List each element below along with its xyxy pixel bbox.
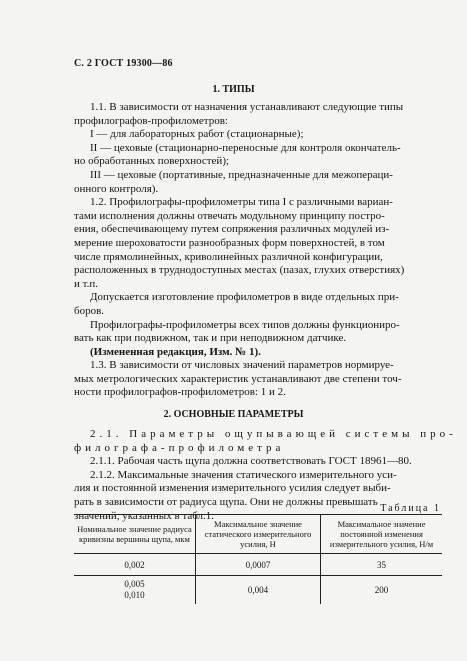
table-caption: Таблица 1 — [380, 503, 441, 514]
text-line: ности профилографов-профилометров: 1 и 2. — [74, 386, 286, 399]
text-line: вать как при подвижном, так и при неподвижном датчике. — [74, 332, 347, 345]
subsection-title: филографа-профилометра — [74, 441, 285, 454]
text-line: мых метрологических характеристик устанавливают две степени точ- — [74, 372, 402, 385]
text-line: лия и постоянной изменения измерительного усилия следует выби- — [74, 482, 391, 495]
text-line: Допускается изготовление профилометров в виде отдельных при- — [90, 291, 399, 304]
text-line: III — цеховые (портативные, предназначенные для межопераци- — [90, 168, 393, 181]
table-cell: 200 — [321, 576, 442, 605]
text-line: 2.1.1. Рабочая часть щупа должна соответствовать ГОСТ 18961—80. — [90, 455, 412, 468]
page-header: С. 2 ГОСТ 19300—86 — [74, 58, 173, 69]
text-line: рать в зависимости от радиуса щупа. Они не должны превышать — [74, 495, 378, 508]
table-cell: 35 — [321, 554, 442, 576]
amendment-note: (Измененная редакция, Изм. № 1). — [90, 345, 261, 358]
text-line: и т.п. — [74, 277, 99, 290]
text-line: II — цеховые (стационарно-переносные для контроля окончатель- — [90, 141, 401, 154]
column-header: Максимальное значение постоянной изменения измерительного усилия, Н/м — [321, 515, 442, 554]
text-line: Профилографы-профилометры всех типов должны функциониро- — [90, 318, 400, 331]
parameters-table — [74, 514, 442, 604]
table-cell: 0,0007 — [195, 554, 320, 576]
text-line: значений, указанных в табл.1. — [74, 509, 215, 522]
text-line: 2.1.2. Максимальные значения статического измерительного уси- — [90, 468, 397, 481]
table-cell: 0,002 — [74, 554, 195, 576]
text-line: но обработанных поверхностей); — [74, 155, 230, 168]
table-header-row — [74, 515, 442, 554]
text-line: 1.1. В зависимости от назначения устанавливают следующие типы — [90, 101, 404, 113]
subsection-title: 2.1. Параметры ощупывающей системы про- — [90, 428, 457, 440]
text-line: расположенных в труднодоступных местах (пазах, глухих отверстиях) — [74, 264, 405, 277]
text-line: профилографов-профилометров: — [74, 114, 228, 127]
cell-value: 0,010 — [124, 590, 145, 600]
text-line: боров. — [74, 304, 105, 317]
text-line: 1.3. В зависимости от числовых значений параметров нормируе- — [90, 359, 394, 372]
text-line: тами исполнения должны отвечать модульному принципу постро- — [74, 209, 385, 222]
table-row — [74, 576, 442, 605]
column-header: Номинальное значение радиуса кривизны вершины щупа, мкм — [74, 515, 195, 554]
cell-value: 0,005 — [124, 579, 145, 589]
text-line: мерение шероховатости разнообразных форм поверхностей, в том — [74, 236, 385, 249]
section-2-title: 2. ОСНОВНЫЕ ПАРАМЕТРЫ — [163, 409, 304, 420]
table-cell: 0,004 — [195, 576, 320, 605]
section-1-body — [74, 101, 441, 400]
text-line: числе прямолинейных, криволинейных различной конфигурации, — [74, 250, 383, 263]
text-line: 1.2. Профилографы-профилометры типа I с различными вариан- — [90, 196, 393, 209]
section-1-title: 1. ТИПЫ — [212, 84, 255, 95]
column-header: Максимальное значение статического измерительного усилия, Н — [195, 515, 320, 554]
table-cell — [74, 576, 195, 605]
text-line: ения, обеспечивающему путем сопряжения различных модулей из- — [74, 223, 390, 236]
text-line: онного контроля). — [74, 182, 159, 195]
text-line: I — для лабораторных работ (стационарные); — [90, 128, 304, 141]
table-row — [74, 554, 442, 576]
